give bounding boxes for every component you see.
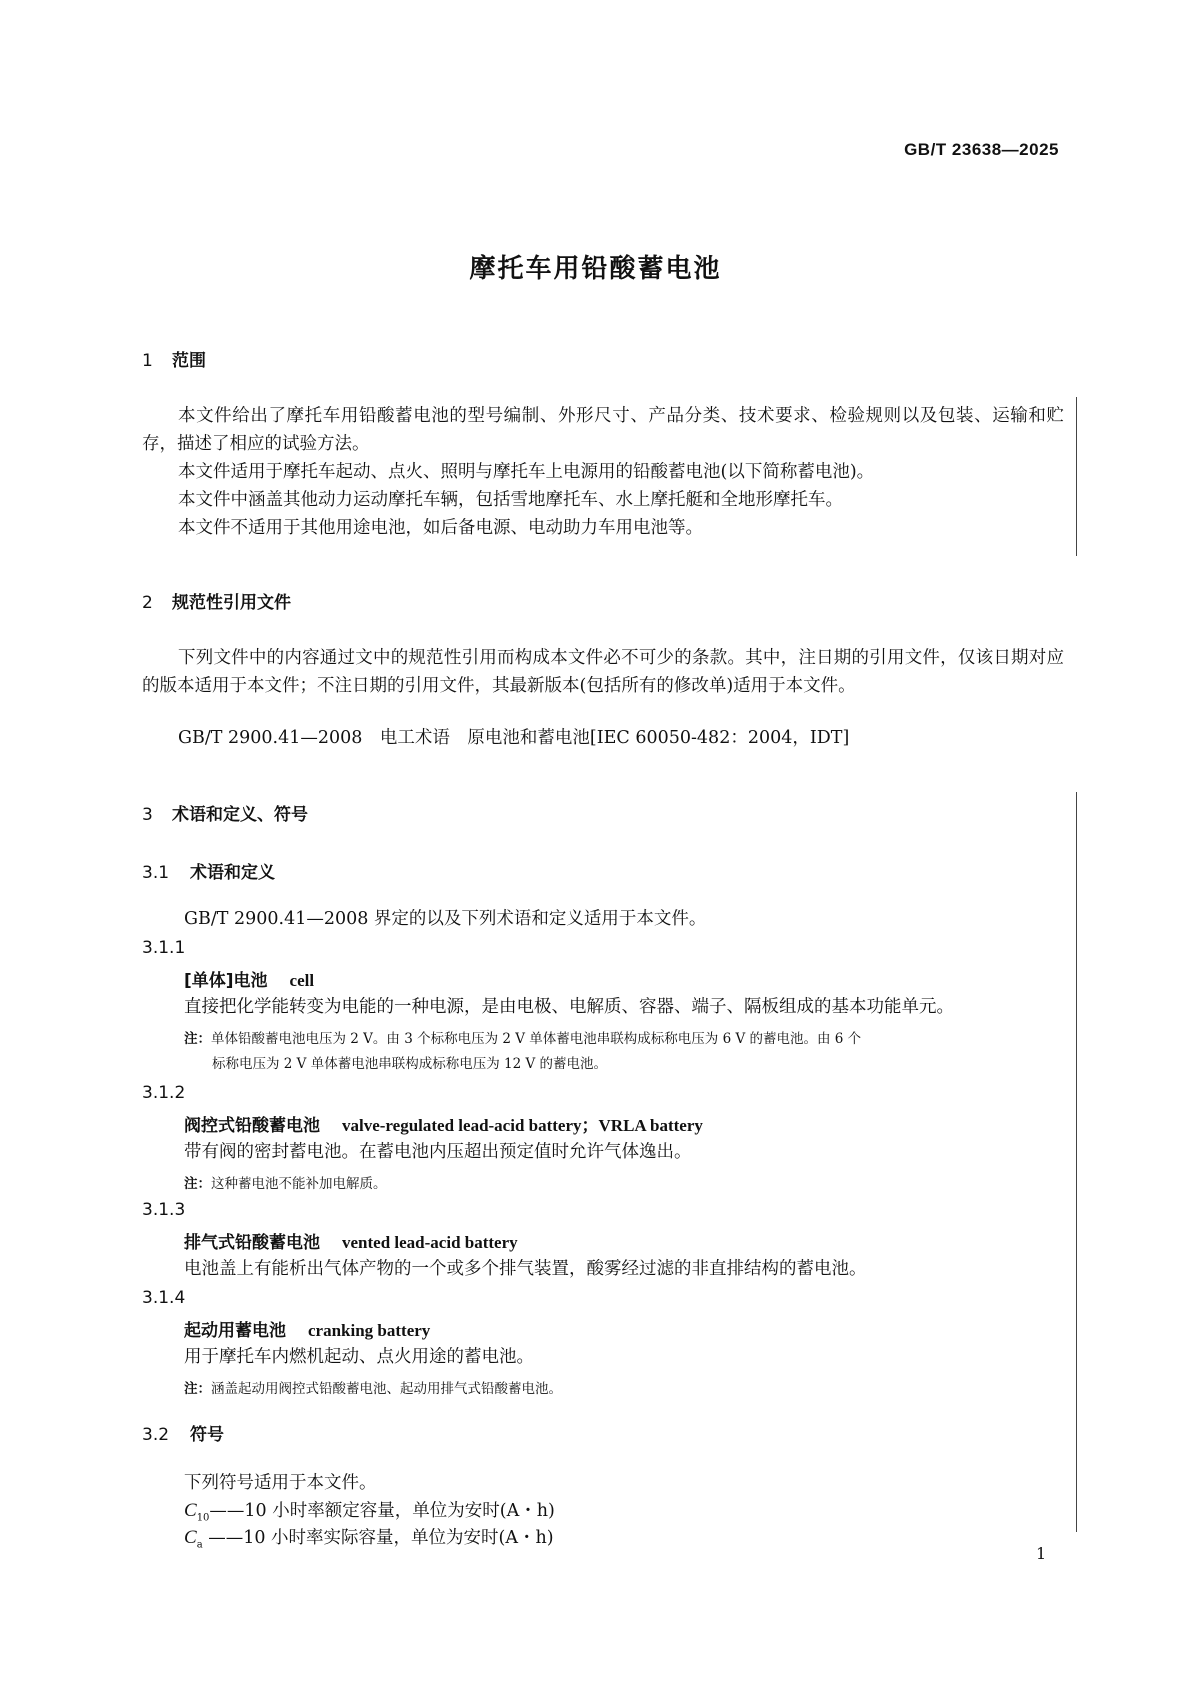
page-number: 1 [1036,1544,1047,1563]
term-zh: 阀控式铅酸蓄电池 [184,1116,320,1136]
symbol-description: ——10 小时率额定容量，单位为安时(A・h) [209,1501,555,1521]
subsection-3-2-heading [142,1420,224,1445]
term-zh: 起动用蓄电池 [184,1321,286,1341]
term-en: valve-regulated lead-acid battery；VRLA battery [342,1116,703,1135]
paragraph: 下列符号适用于本文件。 [184,1473,377,1493]
subsection-number: 3.2 [142,1425,170,1445]
symbol-entry [184,1524,554,1559]
term-zh: 排气式铅酸蓄电池 [184,1233,320,1253]
term-en: cell [289,971,315,990]
term-definition: 用于摩托车内燃机起动、点火用途的蓄电池。 [184,1347,534,1367]
paragraph: 本文件给出了摩托车用铅酸蓄电池的型号编制、外形尺寸、产品分类、技术要求、检验规则以及包装、运输和贮存，描述了相应的试验方法。 [142,406,1064,454]
section-title: 范围 [172,351,206,371]
section-3-heading [142,800,308,825]
note-text: 单体铅酸蓄电池电压为 2 V。由 3 个标称电压为 2 V 单体蓄电池串联构成标称电压为 6 V 的蓄电池。由 6 个 [211,1031,862,1047]
term-definition: 电池盖上有能析出气体产物的一个或多个排气装置，酸雾经过滤的非直排结构的蓄电池。 [184,1259,867,1279]
section-number: 2 [142,593,153,613]
term-definition: 直接把化学能转变为电能的一种电源，是由电极、电解质、容器、端子、隔板组成的基本功能单元。 [184,997,954,1017]
note [184,1172,387,1192]
term-entry [184,966,314,991]
subsection-3-1-heading [142,858,275,883]
subsection-title: 符号 [190,1425,224,1445]
term-en: vented lead-acid battery [342,1233,518,1252]
standard-number: GB/T 23638—2025 [904,140,1059,159]
note-label: 注： [184,1381,211,1397]
symbol: C [184,1527,197,1548]
term-definition: 带有阀的密封蓄电池。在蓄电池内压超出预定值时允许气体逸出。 [184,1142,692,1162]
normative-reference: GB/T 2900.41—2008 电工术语 原电池和蓄电池[IEC 60050-482：2004，IDT] [178,728,850,748]
note-label: 注： [184,1176,211,1192]
section-number: 3 [142,805,153,825]
section-1-heading [142,346,206,371]
note [184,1377,562,1397]
term-number: 3.1.3 [142,1200,186,1220]
note-label: 注： [184,1031,211,1047]
paragraph: 本文件不适用于其他用途电池，如后备电源、电动助力车用电池等。 [178,518,703,538]
section-title: 规范性引用文件 [172,593,291,613]
term-number: 3.1.1 [142,938,186,958]
note-text: 涵盖起动用阀控式铅酸蓄电池、起动用排气式铅酸蓄电池。 [211,1381,562,1397]
term-entry [184,1316,430,1341]
change-bar [1076,397,1077,556]
term-zh: [单体]电池 [184,971,268,991]
symbol: C [184,1500,197,1521]
section-number: 1 [142,351,153,371]
symbol-subscript: 10 [196,1512,210,1524]
paragraph: 本文件中涵盖其他动力运动摩托车辆，包括雪地摩托车、水上摩托艇和全地形摩托车。 [178,490,843,510]
subsection-number: 3.1 [142,863,170,883]
change-bar [1076,792,1077,1532]
note-text: 这种蓄电池不能补加电解质。 [211,1176,387,1192]
term-entry [184,1228,518,1253]
subsection-title: 术语和定义 [190,863,275,883]
paragraph: 本文件适用于摩托车起动、点火、照明与摩托车上电源用的铅酸蓄电池(以下简称蓄电池)。 [178,462,875,482]
symbol-subscript: a [196,1539,203,1551]
paragraph: 下列文件中的内容通过文中的规范性引用而构成本文件必不可少的条款。其中，注日期的引用文件，仅该日期对应的版本适用于本文件；不注日期的引用文件，其最新版本(包括所有的修改单)适用于本文件。 [142,648,1064,696]
term-entry [184,1111,703,1136]
document-title: 摩托车用铅酸蓄电池 [469,254,722,284]
term-en: cranking battery [308,1321,431,1340]
term-number: 3.1.2 [142,1083,186,1103]
symbol-description: ——10 小时率实际容量，单位为安时(A・h) [202,1528,554,1548]
paragraph: GB/T 2900.41—2008 界定的以及下列术语和定义适用于本文件。 [184,909,707,929]
section-2-heading [142,588,291,613]
term-number: 3.1.4 [142,1288,186,1308]
section-title: 术语和定义、符号 [172,805,308,825]
note-continuation: 标称电压为 2 V 单体蓄电池串联构成标称电压为 12 V 的蓄电池。 [212,1056,608,1072]
note [184,1027,861,1047]
